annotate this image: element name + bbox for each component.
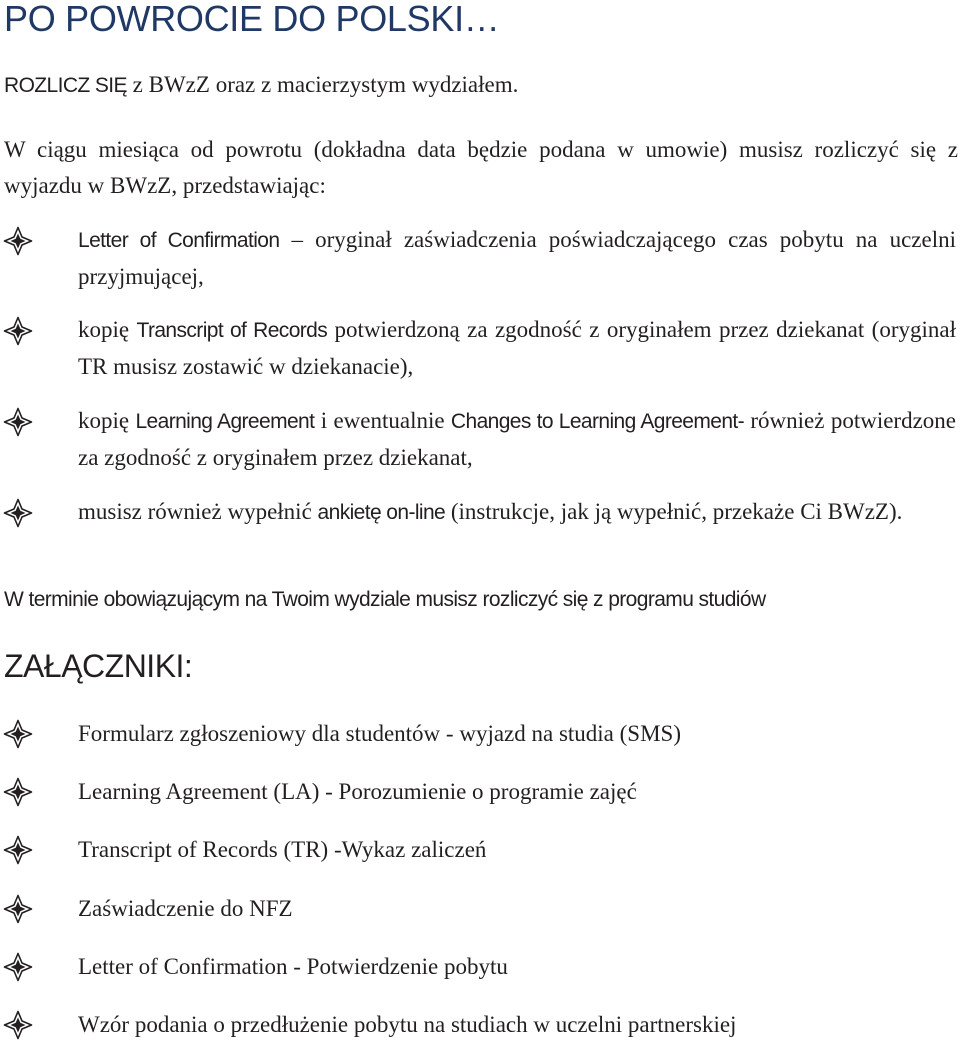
diamond-bullet-icon <box>3 498 33 528</box>
attachments-heading: ZAŁĄCZNIKI: <box>4 648 193 684</box>
page-title: PO POWROCIE DO POLSKI… <box>4 0 500 39</box>
diamond-bullet-icon <box>3 777 33 807</box>
requirement-keyword: Changes to Learning Agreement- <box>450 410 745 433</box>
requirement-segment: kopię <box>78 317 137 342</box>
attachment-label: Wzór podania o przedłużenie pobytu na studiach w uczelni partnerskiej <box>78 1012 737 1037</box>
attachment-label: Transcript of Records (TR) -Wykaz zaliczeń <box>78 837 487 862</box>
requirement-segment: również potwierdzone za zgodność z oryginałem przez dziekanat, <box>78 408 956 470</box>
requirement-keyword: Letter of Confirmation <box>78 229 280 252</box>
diamond-bullet-icon <box>3 407 33 437</box>
requirement-text <box>78 494 956 531</box>
intro-paragraph: W ciągu miesiąca od powrotu (dokładna data będzie podana w umowie) musisz rozliczyć się z wyjazdu w BWzZ, przedstawiając: <box>4 137 958 198</box>
diamond-bullet-icon <box>3 226 33 256</box>
diamond-bullet-icon <box>3 719 33 749</box>
attachment-label: Learning Agreement (LA) - Porozumienie o programie zajęć <box>78 779 637 804</box>
requirement-segment: – oryginał zaświadczenia poświadczającego czas pobytu na uczelni przyjmującej, <box>78 227 956 289</box>
requirement-keyword: Learning Agreement <box>135 410 315 433</box>
intro-bold: ROZLICZ SIĘ <box>4 74 127 97</box>
requirement-text <box>78 403 956 476</box>
requirement-segment: musisz również wypełnić <box>78 499 318 524</box>
attachment-label: Letter of Confirmation - Potwierdzenie pobytu <box>78 954 508 979</box>
diamond-bullet-icon <box>3 1010 33 1040</box>
intro-line <box>4 72 518 98</box>
deadline-note: W terminie obowiązującym na Twoim wydziale musisz rozliczyć się z programu studiów <box>4 588 766 611</box>
requirement-segment: kopię <box>78 408 136 433</box>
requirement-keyword: ankietę on-line <box>317 501 446 524</box>
requirement-segment: potwierdzoną za zgodność z oryginałem przez dziekanat (oryginał TR musisz zostawić w dziekanacie), <box>78 317 956 379</box>
attachment-label: Formularz zgłoszeniowy dla studentów - wyjazd na studia (SMS) <box>78 721 681 746</box>
requirement-text <box>78 312 956 385</box>
diamond-bullet-icon <box>3 316 33 346</box>
requirement-segment: i ewentualnie <box>314 408 451 433</box>
attachment-label: Zaświadczenie do NFZ <box>78 896 293 921</box>
diamond-bullet-icon <box>3 952 33 982</box>
diamond-bullet-icon <box>3 835 33 865</box>
requirement-text <box>78 222 956 295</box>
diamond-bullet-icon <box>3 894 33 924</box>
requirement-segment: (instrukcje, jak ją wypełnić, przekaże Ci BWzZ). <box>445 499 903 524</box>
requirement-keyword: Transcript of Records <box>136 319 328 342</box>
intro-rest: z BWzZ oraz z macierzystym wydziałem. <box>126 72 519 97</box>
